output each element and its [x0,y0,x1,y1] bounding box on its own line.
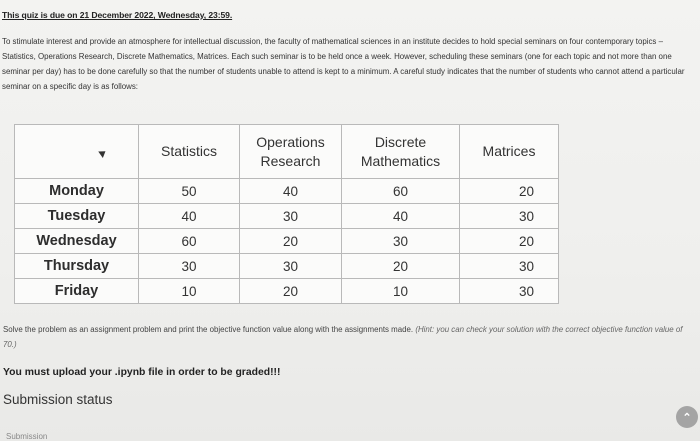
table-cell: 30 [342,229,460,254]
table-row [15,179,559,204]
row-day-label: Friday [15,279,139,304]
scroll-to-top-button[interactable] [676,406,698,428]
table-cell: 60 [139,229,240,254]
table-cell: 20 [240,229,342,254]
upload-requirement: You must upload your .ipynb file in order to be graded!!! [3,367,281,378]
seminar-table-container [14,124,559,304]
table-row [15,204,559,229]
quiz-description: To stimulate interest and provide an atmosphere for intellectual discussion, the faculty of mathematical sciences in an institute decides to hold special seminars on four contemporary topics – Statistics, Operations Research, Discrete Mathematics, Matrices. Each such seminar is to be held once a week. However, scheduling these seminars (one for each topic and not more than one seminar per day) has to be done carefully so that the number of students unable to attend is kept to a minimum. A careful study indicates that the number of students who cannot attend a particular seminar on a specific day is as follows: [2,37,685,91]
table-cell: 50 [139,179,240,204]
table-cell: 60 [342,179,460,204]
header-statistics: Statistics [139,125,240,179]
table-header-row [15,125,559,179]
table-cell: 30 [240,254,342,279]
table-cell: 40 [139,204,240,229]
table-cell: 30 [460,254,559,279]
seminar-table [14,124,559,304]
submission-status-heading: Submission status [3,392,113,407]
header-matrices: Matrices [460,125,559,179]
table-cell: 20 [342,254,460,279]
table-row [15,254,559,279]
row-day-label: Monday [15,179,139,204]
table-cell: 20 [240,279,342,304]
table-cell: 30 [240,204,342,229]
table-row [15,229,559,254]
submission-label-cutoff: Submission [6,432,48,441]
table-cell: 40 [342,204,460,229]
table-corner-cell [15,125,139,179]
chevron-up-icon: ⌃ [682,411,692,424]
row-day-label: Thursday [15,254,139,279]
solve-instructions [3,322,693,352]
solve-text: Solve the problem as an assignment problem and print the objective function value along with the assignments made. [3,325,414,334]
table-cell: 10 [342,279,460,304]
hint-text: (Hint: you can check your solution with the correct objective function value of 70.) [3,325,683,349]
table-cell: 30 [460,279,559,304]
table-cell: 10 [139,279,240,304]
table-row [15,279,559,304]
cursor-arrow-icon [98,148,108,158]
row-day-label: Tuesday [15,204,139,229]
table-cell: 30 [139,254,240,279]
header-operations-research: Operations Research [240,125,342,179]
table-cell: 40 [240,179,342,204]
table-cell: 20 [460,229,559,254]
table-cell: 20 [460,179,559,204]
table-cell: 30 [460,204,559,229]
quiz-due-notice: This quiz is due on 21 December 2022, Wednesday, 23:59. [2,10,233,20]
row-day-label: Wednesday [15,229,139,254]
header-discrete-mathematics: Discrete Mathematics [342,125,460,179]
